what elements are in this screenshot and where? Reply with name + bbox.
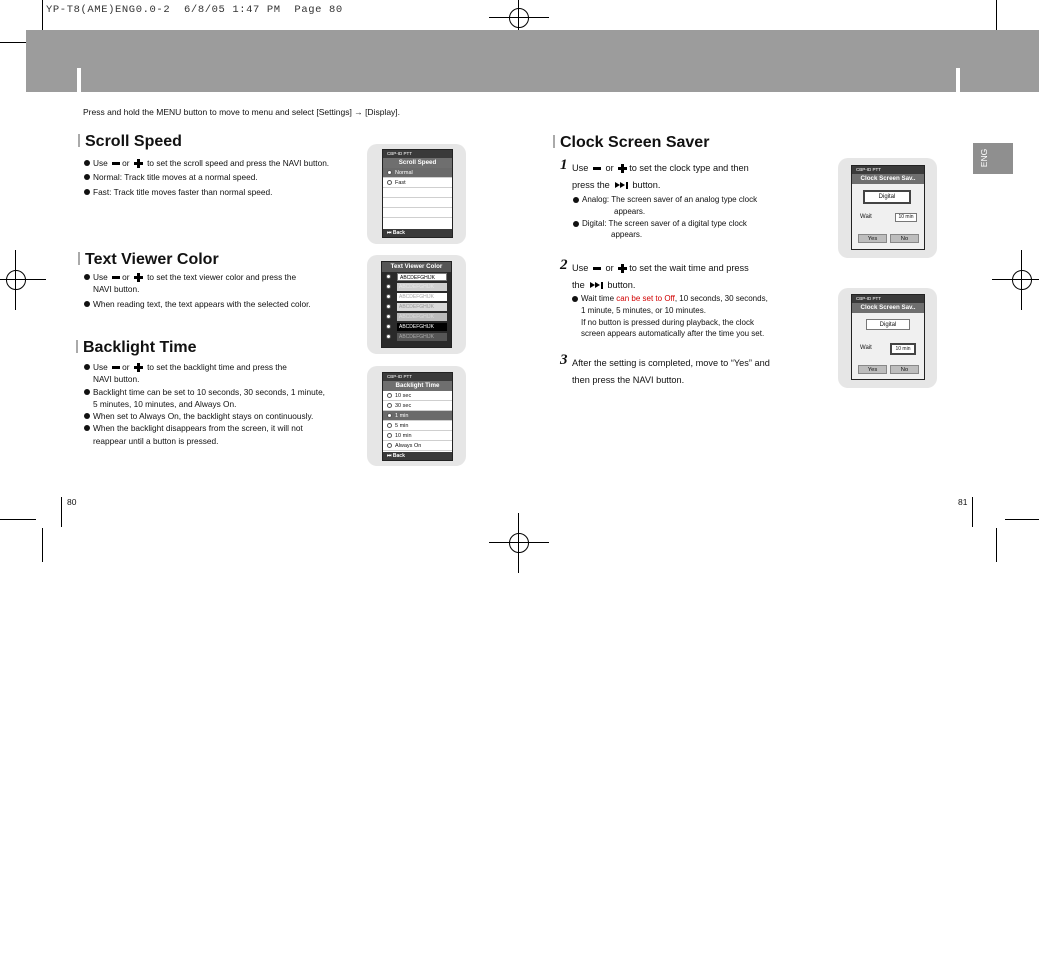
crop-mark (1005, 519, 1039, 520)
menu-option[interactable]: Always On (383, 441, 452, 451)
status-bar: CBP-ID PTT (852, 166, 924, 174)
color-swatch: ABCDEFGHIJK (397, 293, 447, 301)
page-number-left: 80 (67, 497, 77, 507)
radio-icon (387, 403, 392, 408)
list-item: Digital: The screen saver of a digital type clock appears. (573, 218, 803, 242)
list-item: Normal: Track title moves at a normal speed. (84, 171, 364, 183)
device-screen (381, 261, 452, 348)
color-option[interactable] (382, 312, 451, 322)
step-number: 1 (560, 157, 568, 173)
step-number: 2 (560, 257, 568, 273)
crop-mark (996, 0, 997, 34)
radio-icon (387, 433, 392, 438)
radio-icon (387, 180, 392, 185)
crop-mark (42, 0, 43, 34)
step-1-text: Use or to set the clock type and then press the button. (572, 163, 749, 190)
status-bar: CBP-ID PTT (383, 373, 452, 381)
screen-title: Backlight Time (383, 381, 452, 391)
skip-forward-icon (590, 282, 604, 289)
backlight-list (84, 361, 364, 447)
step-3-text: After the setting is completed, move to “Yes” and then press the NAVI button. (572, 358, 770, 385)
language-tab-label: ENG (979, 148, 990, 168)
step-2-details (572, 293, 812, 340)
crop-mark (42, 528, 43, 562)
text-viewer-list (84, 271, 364, 312)
color-option[interactable] (382, 322, 451, 332)
device-scroll-speed (367, 144, 466, 244)
plus-icon (134, 363, 143, 372)
wait-value[interactable]: 10 min (890, 343, 916, 355)
back-button[interactable]: ⏮ Back (383, 229, 452, 237)
device-clock-wait (838, 288, 937, 388)
plus-icon (618, 264, 627, 273)
color-option[interactable] (382, 272, 451, 282)
radio-icon (386, 294, 391, 299)
list-item: Use or to set the backlight time and press the NAVI button. (84, 361, 364, 386)
plus-icon (134, 273, 143, 282)
device-screen (382, 149, 453, 238)
scroll-speed-heading: Scroll Speed (78, 133, 182, 151)
list-item: Wait time can be set to Off, 10 seconds, 30 seconds, 1 minute, 5 minutes, or 10 minutes. If no button is pressed during playback, the clock screen appears automatically after the time you set. (572, 293, 812, 340)
radio-icon (387, 423, 392, 428)
status-bar: CBP-ID PTT (852, 295, 924, 303)
menu-option[interactable]: Normal (383, 168, 452, 178)
minus-icon (112, 276, 120, 279)
color-option[interactable] (382, 282, 451, 292)
language-tab (973, 143, 1013, 174)
minus-icon (112, 366, 120, 369)
intro-text: Press and hold the MENU button to move to menu and select [Settings] → [Display]. (83, 107, 401, 117)
print-slug: YP-T8(AME)ENG0.0-2 6/8/05 1:47 PM Page 80 (46, 4, 343, 16)
radio-icon (387, 393, 392, 398)
screen-title: Text Viewer Color (382, 262, 451, 272)
registration-mark-left (0, 262, 34, 298)
crop-mark (972, 497, 973, 527)
step-number: 3 (560, 352, 568, 368)
list-item: When set to Always On, the backlight stays on continuously. (84, 410, 364, 422)
device-backlight (367, 366, 466, 466)
minus-icon (112, 162, 120, 165)
color-swatch: ABCDEFGHIJK (397, 303, 447, 311)
list-item: Fast: Track title moves faster than normal speed. (84, 186, 364, 198)
no-button[interactable]: No (890, 234, 919, 243)
color-option[interactable] (382, 332, 451, 342)
device-text-viewer (367, 255, 466, 354)
banner-notch (77, 68, 81, 92)
menu-option[interactable]: 1 min (383, 411, 452, 421)
radio-icon (386, 324, 391, 329)
device-clock-type (838, 158, 937, 258)
device-screen (851, 165, 925, 250)
color-swatch: ABCDEFGHIJK (397, 283, 447, 291)
list-item: Backlight time can be set to 10 seconds, 30 seconds, 1 minute, 5 minutes, 10 minutes, and Always On. (84, 386, 364, 411)
list-item: When reading text, the text appears with the selected color. (84, 298, 364, 310)
list-item: When the backlight disappears from the screen, it will not reappear until a button is pressed. (84, 422, 364, 447)
banner-notch (956, 68, 960, 92)
status-bar: CBP-ID PTT (383, 150, 452, 158)
screen-title: Clock Screen Sav.. (852, 174, 924, 184)
radio-icon (386, 304, 391, 309)
wait-label: Wait (860, 345, 872, 351)
back-button[interactable]: ⏮ Back (383, 452, 452, 460)
registration-mark-right (1004, 262, 1039, 298)
step-2-text: Use or to set the wait time and press the button. (572, 263, 749, 290)
color-option[interactable] (382, 302, 451, 312)
page-number-right: 81 (958, 497, 968, 507)
empty-row (383, 208, 452, 218)
scroll-speed-list (84, 157, 364, 200)
device-screen (382, 372, 453, 461)
yes-button[interactable]: Yes (858, 234, 887, 243)
header-banner (26, 30, 1039, 92)
list-item: Use or to set the text viewer color and press the NAVI button. (84, 271, 364, 296)
radio-icon (386, 284, 391, 289)
backlight-heading: Backlight Time (76, 339, 197, 357)
radio-icon (387, 413, 392, 418)
device-screen (851, 294, 925, 380)
list-item: Analog: The screen saver of an analog type clock appears. (573, 194, 803, 218)
registration-mark-bottom (501, 525, 537, 561)
radio-icon (387, 443, 392, 448)
crop-mark (996, 528, 997, 562)
list-item: Use or to set the scroll speed and press the NAVI button. (84, 157, 364, 169)
minus-icon (593, 167, 601, 170)
screen-title: Scroll Speed (383, 158, 452, 168)
color-swatch: ABCDEFGHIJK (397, 323, 447, 331)
screen-title: Clock Screen Sav.. (852, 303, 924, 313)
minus-icon (593, 267, 601, 270)
radio-icon (386, 334, 391, 339)
menu-option[interactable]: Fast (383, 178, 452, 188)
color-swatch: ABCDEFGHIJK (397, 333, 447, 341)
radio-icon (386, 274, 391, 279)
no-button[interactable]: No (890, 365, 919, 374)
color-option[interactable] (382, 292, 451, 302)
radio-icon (386, 314, 391, 319)
empty-row (383, 188, 452, 198)
menu-option[interactable]: 10 min (383, 431, 452, 441)
yes-button[interactable]: Yes (858, 365, 887, 374)
menu-option[interactable]: 5 min (383, 421, 452, 431)
crop-mark (0, 519, 36, 520)
menu-option[interactable]: 30 sec (383, 401, 452, 411)
plus-icon (134, 159, 143, 168)
color-swatch: ABCDEFGHIJK (397, 273, 447, 281)
skip-forward-icon (615, 182, 629, 189)
step-1-details (573, 194, 803, 241)
text-viewer-heading: Text Viewer Color (78, 251, 219, 269)
color-swatch: ABCDEFGHIJK (397, 313, 447, 321)
clock-type-selector[interactable]: Digital (866, 319, 910, 330)
wait-label: Wait (860, 214, 872, 220)
wait-value[interactable]: 10 min (895, 213, 917, 222)
plus-icon (618, 164, 627, 173)
empty-row (383, 198, 452, 208)
menu-option[interactable]: 10 sec (383, 391, 452, 401)
clock-heading: Clock Screen Saver (553, 134, 709, 152)
clock-type-selector[interactable]: Digital (863, 190, 911, 204)
radio-icon (387, 170, 392, 175)
crop-mark (61, 497, 62, 527)
